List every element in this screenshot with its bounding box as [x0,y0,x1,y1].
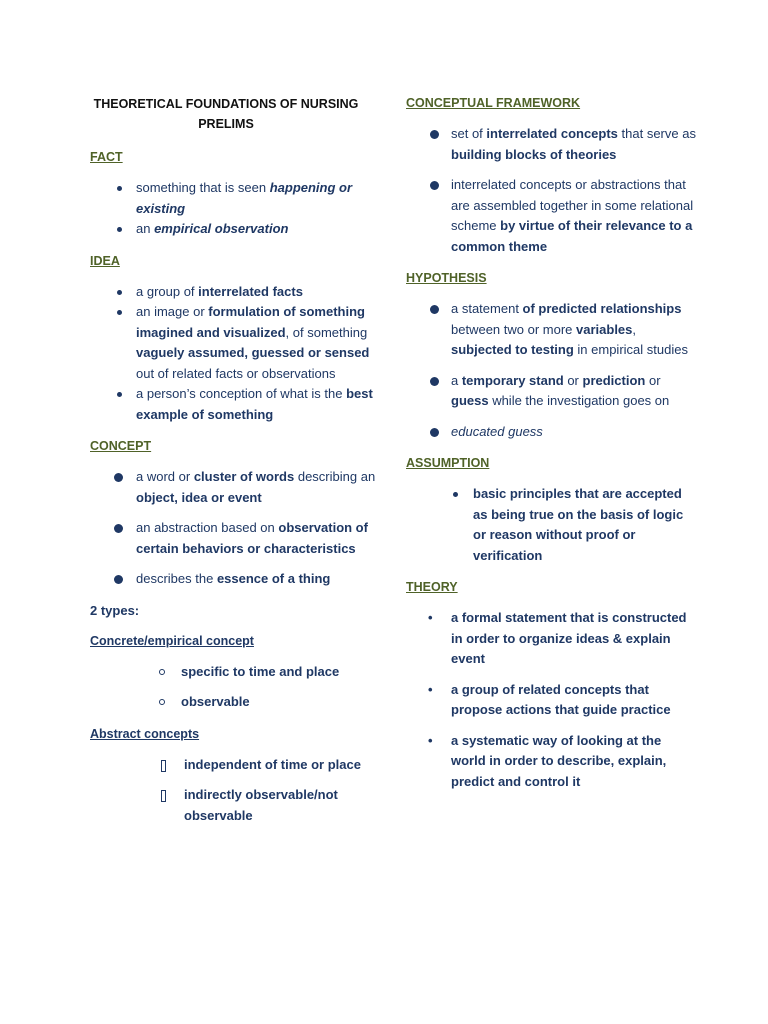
list-item: • a systematic way of looking at the world in order to describe, explain, predict and control it [406,731,696,793]
document-title: THEORETICAL FOUNDATIONS OF NURSING PRELIMS [93,97,359,131]
list-item: something that is seen happening or existing [90,178,380,219]
concept-heading: CONCEPT [90,439,152,453]
assumption-heading: ASSUMPTION [406,456,490,470]
framework-heading: CONCEPTUAL FRAMEWORK [406,96,581,110]
list-item: describes the essence of a thing [90,569,380,590]
list-item: a word or cluster of words describing an object, idea or event [90,467,380,508]
left-column [90,94,380,838]
abstract-concept-list [90,755,380,827]
list-item: an image or formulation of something imagined and visualized, of something vaguely assumed, guessed or sensed out of related facts or observations [90,302,380,384]
idea-heading: IDEA [90,253,120,268]
list-item: • a formal statement that is constructed in order to organize ideas & explain event [406,608,696,670]
list-item: specific to time and place [90,662,380,683]
list-item: observable [90,692,380,713]
list-item: an abstraction based on observation of certain behaviors or characteristics [90,518,380,559]
theory-list [406,608,696,792]
list-item: a person’s conception of what is the best example of something [90,384,380,425]
idea-list [90,282,380,426]
list-item: a statement of predicted relationships between two or more variables, subjected to testing in empirical studies [406,299,696,361]
list-item: a group of interrelated facts [90,282,380,303]
types-label: 2 types: [90,602,140,618]
assumption-list [406,484,696,566]
list-item: educated guess [406,422,696,443]
right-column [406,94,696,804]
list-item: set of interrelated concepts that serve as building blocks of theories [406,124,696,165]
theory-heading: THEORY [406,580,458,594]
list-item: a temporary stand or prediction or guess while the investigation goes on [406,371,696,412]
fact-list [90,178,380,240]
framework-list [406,124,696,257]
list-item: independent of time or place [90,755,380,776]
abstract-concept-heading: Abstract concepts [90,726,200,741]
concrete-concept-list [90,662,380,713]
hypothesis-list [406,299,696,442]
fact-heading: FACT [90,150,123,164]
concept-list [90,467,380,590]
list-item: basic principles that are accepted as being true on the basis of logic or reason without proof or verification [406,484,696,566]
list-item: interrelated concepts or abstractions that are assembled together in some relational scheme by virtue of their relevance to a common theme [406,175,696,257]
list-item: an empirical observation [90,219,380,240]
concrete-concept-heading: Concrete/empirical concept [90,633,254,648]
hypothesis-heading: HYPOTHESIS [406,271,487,285]
list-item: • a group of related concepts that propose actions that guide practice [406,680,696,721]
list-item: indirectly observable/not observable [90,785,380,826]
